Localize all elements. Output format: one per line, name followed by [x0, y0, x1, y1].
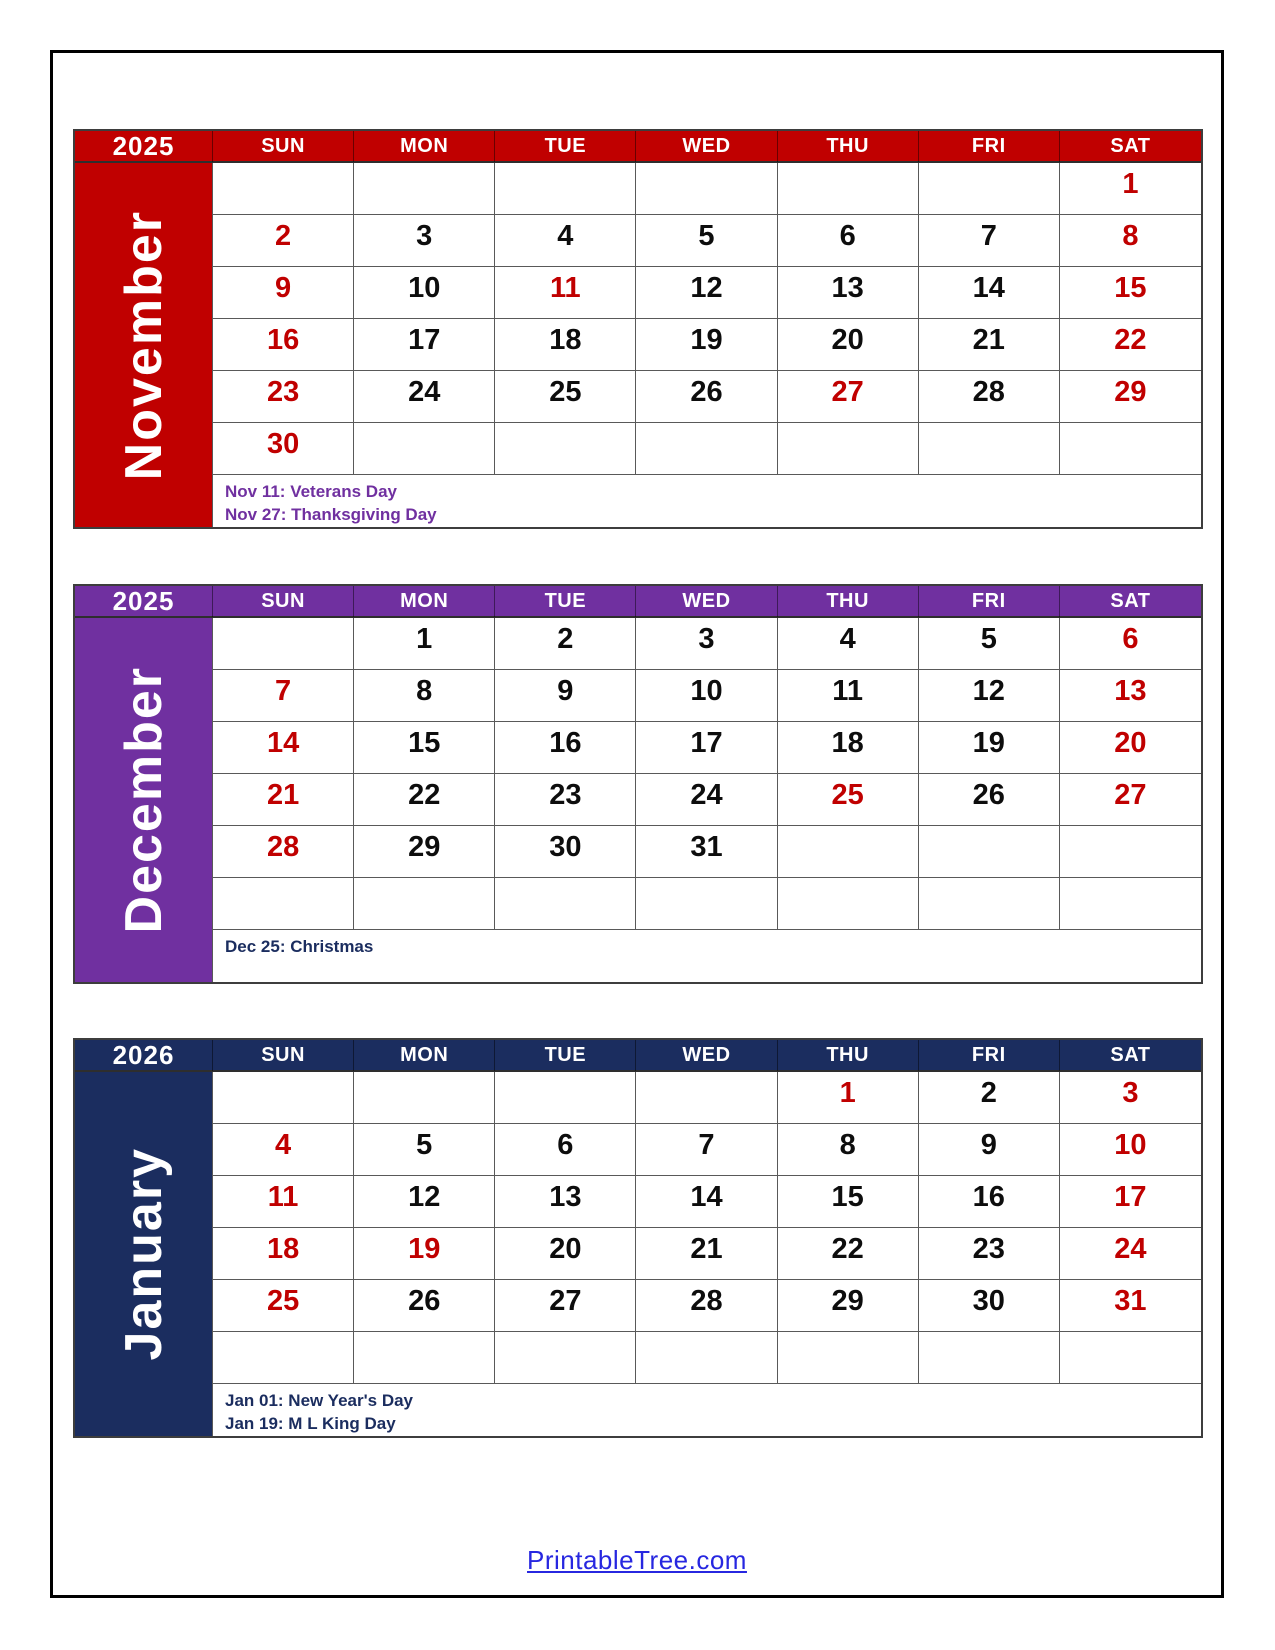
day-november-5: 5 — [636, 215, 777, 267]
day-november-15: 15 — [1060, 267, 1201, 319]
day-december-21: 21 — [213, 774, 354, 826]
day-cell-empty — [495, 423, 636, 475]
day-january-1: 1 — [778, 1072, 919, 1124]
day-december-4: 4 — [778, 618, 919, 670]
day-january-29: 29 — [778, 1280, 919, 1332]
day-cell-empty — [778, 423, 919, 475]
day-december-9: 9 — [495, 670, 636, 722]
month-section-january — [73, 1038, 1203, 1438]
day-january-7: 7 — [636, 1124, 777, 1176]
day-december-22: 22 — [354, 774, 495, 826]
day-november-9: 9 — [213, 267, 354, 319]
day-december-23: 23 — [495, 774, 636, 826]
month-body — [75, 1072, 1201, 1436]
month-body — [75, 163, 1201, 527]
day-december-30: 30 — [495, 826, 636, 878]
weekday-header-mon: MON — [354, 1040, 495, 1071]
day-january-20: 20 — [495, 1228, 636, 1280]
day-cell-empty — [778, 163, 919, 215]
month-name-block — [75, 163, 213, 527]
weekday-header-fri: FRI — [919, 586, 1060, 617]
weekday-header-fri: FRI — [919, 1040, 1060, 1071]
day-january-9: 9 — [919, 1124, 1060, 1176]
weekday-header-tue: TUE — [495, 1040, 636, 1071]
day-december-1: 1 — [354, 618, 495, 670]
day-cell-empty — [213, 163, 354, 215]
day-november-28: 28 — [919, 371, 1060, 423]
day-january-23: 23 — [919, 1228, 1060, 1280]
day-cell-empty — [919, 423, 1060, 475]
day-december-27: 27 — [1060, 774, 1201, 826]
day-cell-empty — [213, 1072, 354, 1124]
day-november-2: 2 — [213, 215, 354, 267]
day-december-11: 11 — [778, 670, 919, 722]
day-cell-empty — [495, 878, 636, 930]
day-november-24: 24 — [354, 371, 495, 423]
day-cell-empty — [636, 163, 777, 215]
day-december-2: 2 — [495, 618, 636, 670]
day-cell-empty — [778, 1332, 919, 1384]
day-january-8: 8 — [778, 1124, 919, 1176]
day-cell-empty — [636, 878, 777, 930]
day-january-14: 14 — [636, 1176, 777, 1228]
month-header-row — [75, 586, 1201, 618]
holiday-notes-december — [213, 930, 1201, 982]
day-january-26: 26 — [354, 1280, 495, 1332]
day-january-11: 11 — [213, 1176, 354, 1228]
day-cell-empty — [354, 163, 495, 215]
weekday-header-thu: THU — [778, 131, 919, 162]
day-cell-empty — [636, 423, 777, 475]
day-january-18: 18 — [213, 1228, 354, 1280]
weeks-grid — [213, 1072, 1201, 1436]
weekday-header-thu: THU — [778, 586, 919, 617]
day-january-2: 2 — [919, 1072, 1060, 1124]
day-cell-empty — [1060, 1332, 1201, 1384]
month-name-block — [75, 1072, 213, 1436]
day-december-6: 6 — [1060, 618, 1201, 670]
day-january-27: 27 — [495, 1280, 636, 1332]
holiday-note: Dec 25: Christmas — [225, 937, 374, 956]
weekday-header-sat: SAT — [1110, 590, 1151, 612]
day-december-5: 5 — [919, 618, 1060, 670]
footer — [50, 1545, 1224, 1576]
day-november-3: 3 — [354, 215, 495, 267]
day-december-26: 26 — [919, 774, 1060, 826]
day-november-30: 30 — [213, 423, 354, 475]
day-january-5: 5 — [354, 1124, 495, 1176]
day-november-6: 6 — [778, 215, 919, 267]
month-header-row — [75, 1040, 1201, 1072]
day-january-19: 19 — [354, 1228, 495, 1280]
day-november-17: 17 — [354, 319, 495, 371]
day-december-14: 14 — [213, 722, 354, 774]
weekday-header-wed: WED — [636, 586, 777, 617]
day-november-20: 20 — [778, 319, 919, 371]
day-january-4: 4 — [213, 1124, 354, 1176]
month-section-december — [73, 584, 1203, 984]
footer-link[interactable]: PrintableTree.com — [527, 1545, 747, 1575]
day-november-11: 11 — [495, 267, 636, 319]
day-cell-empty — [778, 826, 919, 878]
day-december-15: 15 — [354, 722, 495, 774]
weeks-grid — [213, 618, 1201, 982]
day-january-30: 30 — [919, 1280, 1060, 1332]
day-december-7: 7 — [213, 670, 354, 722]
holiday-notes-november — [213, 475, 1201, 527]
day-cell-empty — [495, 163, 636, 215]
day-january-12: 12 — [354, 1176, 495, 1228]
day-january-25: 25 — [213, 1280, 354, 1332]
day-november-26: 26 — [636, 371, 777, 423]
holiday-note: Jan 19: M L King Day — [225, 1414, 396, 1434]
day-cell-empty — [495, 1072, 636, 1124]
day-cell-empty — [495, 1332, 636, 1384]
day-november-10: 10 — [354, 267, 495, 319]
day-december-10: 10 — [636, 670, 777, 722]
holiday-note: Jan 01: New Year's Day — [225, 1391, 414, 1410]
day-cell-empty — [354, 423, 495, 475]
holiday-note: Nov 27: Thanksgiving Day — [225, 505, 437, 525]
day-november-1: 1 — [1060, 163, 1201, 215]
month-body — [75, 618, 1201, 982]
day-january-13: 13 — [495, 1176, 636, 1228]
day-cell-empty — [213, 1332, 354, 1384]
day-november-29: 29 — [1060, 371, 1201, 423]
day-cell-empty — [354, 878, 495, 930]
weekday-header-sun: SUN — [213, 131, 354, 162]
weekday-header-fri: FRI — [919, 131, 1060, 162]
weeks-grid — [213, 163, 1201, 527]
day-december-28: 28 — [213, 826, 354, 878]
month-name-label: January — [114, 1147, 173, 1361]
day-december-31: 31 — [636, 826, 777, 878]
day-december-24: 24 — [636, 774, 777, 826]
day-december-17: 17 — [636, 722, 777, 774]
day-cell-empty — [213, 618, 354, 670]
day-january-21: 21 — [636, 1228, 777, 1280]
day-november-8: 8 — [1060, 215, 1201, 267]
weekday-header-mon: MON — [354, 586, 495, 617]
day-december-8: 8 — [354, 670, 495, 722]
day-november-27: 27 — [778, 371, 919, 423]
month-header-row — [75, 131, 1201, 163]
day-november-22: 22 — [1060, 319, 1201, 371]
day-cell-empty — [636, 1332, 777, 1384]
day-december-20: 20 — [1060, 722, 1201, 774]
day-cell-empty — [919, 163, 1060, 215]
year-label: 2025 — [75, 586, 213, 617]
weekday-header-sun: SUN — [213, 586, 354, 617]
day-cell-empty — [1060, 423, 1201, 475]
weekday-header-mon: MON — [354, 131, 495, 162]
day-cell-empty — [354, 1072, 495, 1124]
weekday-header-wed: WED — [636, 1040, 777, 1071]
day-january-6: 6 — [495, 1124, 636, 1176]
day-november-18: 18 — [495, 319, 636, 371]
weekday-header-thu: THU — [778, 1040, 919, 1071]
day-november-23: 23 — [213, 371, 354, 423]
day-november-19: 19 — [636, 319, 777, 371]
day-december-12: 12 — [919, 670, 1060, 722]
day-november-16: 16 — [213, 319, 354, 371]
day-cell-empty — [778, 878, 919, 930]
day-cell-empty — [1060, 878, 1201, 930]
weekday-header-tue: TUE — [495, 131, 636, 162]
day-november-21: 21 — [919, 319, 1060, 371]
weekday-header-tue: TUE — [495, 586, 636, 617]
day-cell-empty — [919, 878, 1060, 930]
day-november-13: 13 — [778, 267, 919, 319]
day-january-28: 28 — [636, 1280, 777, 1332]
weekday-header-wed: WED — [636, 131, 777, 162]
day-cell-empty — [354, 1332, 495, 1384]
day-december-19: 19 — [919, 722, 1060, 774]
month-section-november — [73, 129, 1203, 529]
day-january-16: 16 — [919, 1176, 1060, 1228]
day-november-12: 12 — [636, 267, 777, 319]
day-november-4: 4 — [495, 215, 636, 267]
day-november-14: 14 — [919, 267, 1060, 319]
day-november-7: 7 — [919, 215, 1060, 267]
day-december-29: 29 — [354, 826, 495, 878]
day-december-18: 18 — [778, 722, 919, 774]
holiday-notes-january — [213, 1384, 1201, 1436]
holiday-note: Nov 11: Veterans Day — [225, 482, 397, 501]
day-january-3: 3 — [1060, 1072, 1201, 1124]
day-january-24: 24 — [1060, 1228, 1201, 1280]
weekday-header-sat: SAT — [1110, 135, 1151, 157]
weekday-header-sat: SAT — [1110, 1044, 1151, 1066]
day-december-16: 16 — [495, 722, 636, 774]
day-december-3: 3 — [636, 618, 777, 670]
day-cell-empty — [919, 1332, 1060, 1384]
day-january-31: 31 — [1060, 1280, 1201, 1332]
weekday-header-sun: SUN — [213, 1040, 354, 1071]
day-december-13: 13 — [1060, 670, 1201, 722]
day-january-15: 15 — [778, 1176, 919, 1228]
month-name-label: December — [114, 666, 173, 934]
day-january-22: 22 — [778, 1228, 919, 1280]
month-name-block — [75, 618, 213, 982]
day-january-10: 10 — [1060, 1124, 1201, 1176]
day-november-25: 25 — [495, 371, 636, 423]
day-cell-empty — [919, 826, 1060, 878]
year-label: 2025 — [75, 131, 213, 162]
day-cell-empty — [1060, 826, 1201, 878]
day-cell-empty — [636, 1072, 777, 1124]
year-label: 2026 — [75, 1040, 213, 1071]
day-cell-empty — [213, 878, 354, 930]
day-january-17: 17 — [1060, 1176, 1201, 1228]
day-december-25: 25 — [778, 774, 919, 826]
month-name-label: November — [114, 209, 173, 481]
